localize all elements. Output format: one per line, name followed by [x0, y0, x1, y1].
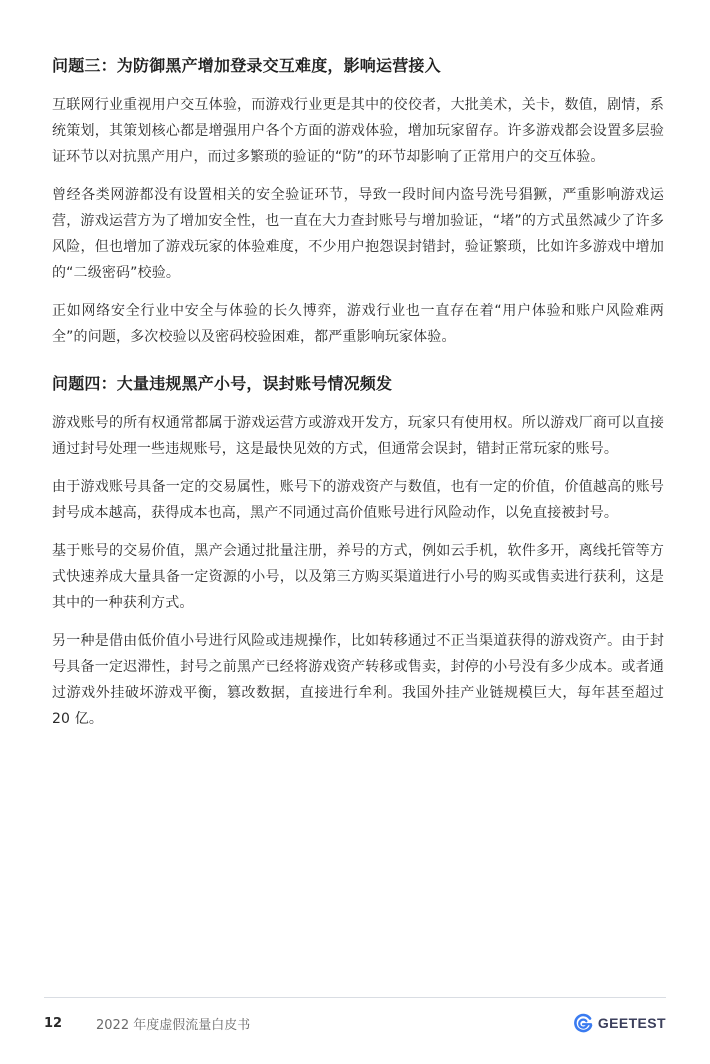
page-number: 12: [44, 1015, 63, 1031]
brand-logo: [573, 1013, 666, 1033]
geetest-logo-icon: [573, 1013, 593, 1033]
brand-name: GEETEST: [597, 1015, 666, 1031]
paragraph: 曾经各类网游都没有设置相关的安全验证环节，导致一段时间内盗号洗号猖獗，严重影响游戏运营，游戏运营方为了增加安全性，也一直在大力查封账号与增加验证，“堵”的方式虽然减少了许多风险，但也增加了游戏玩家的体验难度，不少用户抱怨误封错封，验证繁琐，比如许多游戏中增加的“二级密码”校验。: [52, 187, 664, 281]
paragraph: 基于账号的交易价值，黑产会通过批量注册，养号的方式，例如云手机，软件多开，离线托管等方式快速养成大量具备一定资源的小号，以及第三方购买渠道进行小号的购买或售卖进行获利，这是其中的一种获利方式。: [52, 543, 664, 611]
document-body: [52, 46, 664, 744]
footer-divider: [44, 997, 666, 998]
paragraph: 由于游戏账号具备一定的交易属性，账号下的游戏资产与数值，也有一定的价值，价值越高的账号封号成本越高，获得成本也高，黑产不同通过高价值账号进行风险动作，以免直接被封号。: [52, 479, 664, 521]
paragraph: 另一种是借由低价值小号进行风险或违规操作，比如转移通过不正当渠道获得的游戏资产。由于封号具备一定迟滞性，封号之前黑产已经将游戏资产转移或售卖，封停的小号没有多少成本。或者通过游戏外挂破坏游戏平衡，篡改数据，直接进行牟利。我国外挂产业链规模巨大，每年甚至超过 20 亿。: [52, 633, 664, 727]
section-problem-three: [52, 54, 664, 350]
page-footer: [44, 1010, 666, 1036]
document-title: 2022 年度虚假流量白皮书: [96, 1017, 251, 1033]
paragraph: 游戏账号的所有权通常都属于游戏运营方或游戏开发方，玩家只有使用权。所以游戏厂商可以直接通过封号处理一些违规账号，这是最快见效的方式，但通常会误封，错封正常玩家的账号。: [52, 415, 664, 457]
section-heading: 问题四：大量违规黑产小号，误封账号情况频发: [52, 374, 393, 393]
section-problem-four: [52, 372, 664, 732]
paragraph: 正如网络安全行业中安全与体验的长久博弈，游戏行业也一直存在着“用户体验和账户风险难两全”的问题，多次校验以及密码校验困难，都严重影响玩家体验。: [52, 303, 664, 345]
section-heading: 问题三：为防御黑产增加登录交互难度，影响运营接入: [52, 56, 441, 75]
paragraph: 互联网行业重视用户交互体验，而游戏行业更是其中的佼佼者，大批美术，关卡，数值，剧情，系统策划，其策划核心都是增强用户各个方面的游戏体验，增加玩家留存。许多游戏都会设置多层验证环节以对抗黑产用户，而过多繁琐的验证的“防”的环节却影响了正常用户的交互体验。: [52, 97, 664, 165]
